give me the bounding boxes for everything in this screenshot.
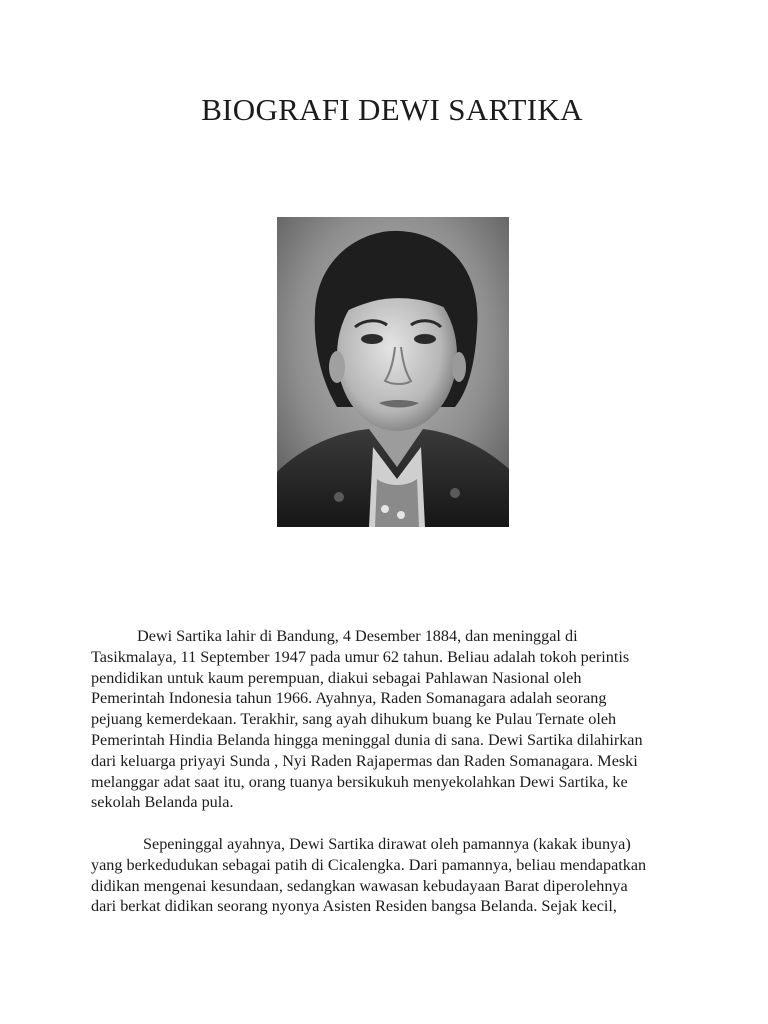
paragraph-line: Pemerintah Indonesia tahun 1966. Ayahnya, Raden Somanagara adalah seorang (91, 689, 607, 708)
paragraph-line: Dewi Sartika lahir di Bandung, 4 Desember 1884, dan meninggal di (137, 627, 578, 645)
paragraph-line: dari berkat didikan seorang nyonya Asisten Residen bangsa Belanda. Sejak kecil, (91, 897, 617, 916)
portrait-photo (277, 217, 509, 527)
portrait-photo-icon (277, 217, 509, 527)
paragraph-line: pejuang kemerdekaan. Terakhir, sang ayah dihukum buang ke Pulau Ternate oleh (91, 710, 617, 729)
paragraph-line: Sepeninggal ayahnya, Dewi Sartika dirawat oleh pamannya (kakak ibunya) (143, 835, 631, 853)
paragraph-1 (91, 626, 731, 813)
paragraph-line: Pemerintah Hindia Belanda hingga meninggal dunia di sana. Dewi Sartika dilahirkan (91, 730, 643, 749)
paragraph-line: melanggar adat saat itu, orang tuanya bersikukuh menyekolahkan Dewi Sartika, ke (91, 772, 628, 791)
paragraph-line: yang berkedudukan sebagai patih di Cicalengka. Dari pamannya, beliau mendapatkan (91, 855, 647, 874)
paragraph-2 (91, 834, 731, 917)
page-title: BIOGRAFI DEWI SARTIKA (201, 92, 583, 127)
paragraph-line: dari keluarga priyayi Sunda , Nyi Raden Rajapermas dan Raden Somanagara. Meski (91, 751, 638, 770)
paragraph-line: Tasikmalaya, 11 September 1947 pada umur 62 tahun. Beliau adalah tokoh perintis (91, 647, 630, 666)
paragraph-line: didikan mengenai kesundaan, sedangkan wawasan kebudayaan Barat diperolehnya (91, 876, 628, 895)
paragraph-line: sekolah Belanda pula. (91, 793, 234, 812)
paragraph-line: pendidikan untuk kaum perempuan, diakui sebagai Pahlawan Nasional oleh (91, 668, 582, 687)
